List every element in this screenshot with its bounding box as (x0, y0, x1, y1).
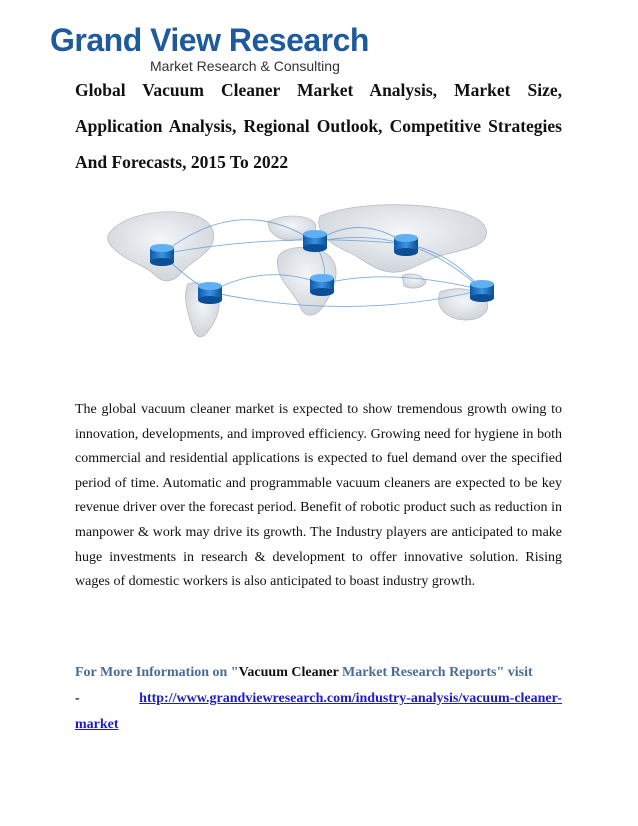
more-info-url-row (75, 686, 562, 712)
database-node-icon (310, 274, 334, 296)
database-node-icon (303, 230, 327, 252)
more-info-line (75, 660, 562, 686)
report-link[interactable]: http://www.grandviewresearch.com/industry-analysis/vacuum-cleaner- (139, 691, 562, 706)
more-info-section (75, 660, 562, 738)
database-node-icon (150, 244, 174, 266)
summary-paragraph: The global vacuum cleaner market is expected to show tremendous growth owing to innovation, developments, and improved efficiency. Growing need for hygiene in both commercial and residential applications is expected to fuel demand over the specified period of time. Automatic and programmable vacuum cleaners are expected to be key revenue driver over the forecast period. Benefit of robotic product such as reduction in manpower & work may drive its growth. The Industry players are anticipated to make huge investments in research & development to offer innovative solution. Rising wages of domestic workers is also anticipated to boast industry growth. (75, 402, 562, 590)
database-node-icon (394, 234, 418, 256)
world-map-image (90, 192, 540, 342)
logo-tagline: Market Research & Consulting (150, 58, 340, 74)
database-node-icon (470, 280, 494, 302)
more-info-url-row-2 (75, 712, 562, 738)
more-info-suffix: Market Research Reports" visit (338, 665, 533, 680)
more-info-dash: - (75, 691, 80, 706)
company-logo (50, 20, 370, 76)
logo-title: Grand View Research (50, 22, 369, 58)
more-info-prefix: For More Information on " (75, 665, 239, 680)
report-title: Global Vacuum Cleaner Market Analysis, Market Size, Application Analysis, Regional Outlook, Competitive Strategies And Forecasts, 2015 To 2022 (75, 80, 562, 172)
database-node-icon (198, 282, 222, 304)
report-link-continued[interactable]: market (75, 717, 119, 732)
more-info-keyword: Vacuum Cleaner (238, 665, 339, 680)
continent-shapes (108, 205, 488, 337)
